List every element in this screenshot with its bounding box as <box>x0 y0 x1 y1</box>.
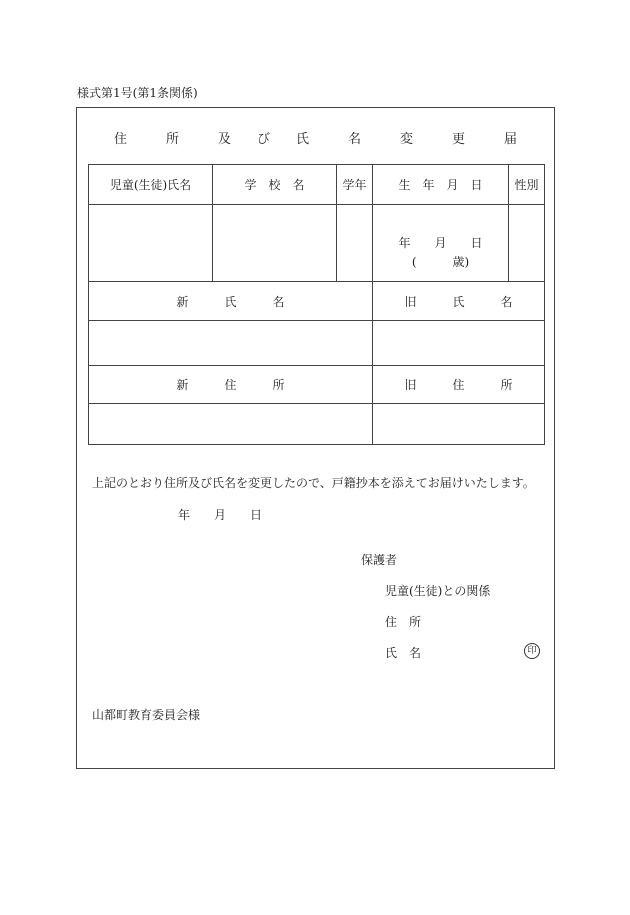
form-number-label: 様式第1号(第1条関係) <box>77 86 198 100</box>
registration-table <box>88 164 545 445</box>
header-school-name: 学 校 名 <box>213 165 337 205</box>
submission-date: 年 月 日 <box>178 508 263 522</box>
guardian-name-label: 氏 名 <box>385 646 422 660</box>
guardian-address-label: 住 所 <box>385 615 422 629</box>
form-title: 住 所 及 び 氏 名 変 更 届 <box>113 132 517 147</box>
header-grade: 学年 <box>337 165 373 205</box>
birth-age-label: ( 歳) <box>411 255 470 269</box>
new-address-header: 新 住 所 <box>89 366 373 404</box>
school-name-cell[interactable] <box>213 205 337 282</box>
guardian-relation-label: 児童(生徒)との関係 <box>385 584 491 598</box>
grade-cell[interactable] <box>337 205 373 282</box>
old-name-header: 旧 氏 名 <box>373 282 545 321</box>
new-address-cell[interactable] <box>89 404 373 445</box>
child-name-cell[interactable] <box>89 205 213 282</box>
guardian-label: 保護者 <box>361 553 398 567</box>
old-address-cell[interactable] <box>373 404 545 445</box>
seal-mark: 印 <box>524 643 540 659</box>
old-name-cell[interactable] <box>373 321 545 366</box>
old-address-header: 旧 住 所 <box>373 366 545 404</box>
header-child-name: 児童(生徒)氏名 <box>89 165 213 205</box>
header-birth-date: 生 年 月 日 <box>373 165 509 205</box>
sex-cell[interactable] <box>509 205 545 282</box>
addressee: 山都町教育委員会様 <box>92 708 201 722</box>
birth-ymd-label: 年 月 日 <box>398 236 483 250</box>
new-name-header: 新 氏 名 <box>89 282 373 321</box>
new-name-cell[interactable] <box>89 321 373 366</box>
birth-date-cell[interactable] <box>373 205 509 282</box>
header-sex: 性別 <box>509 165 545 205</box>
declaration-text: 上記のとおり住所及び氏名を変更したので、戸籍抄本を添えてお届けいたします。 <box>92 476 535 490</box>
